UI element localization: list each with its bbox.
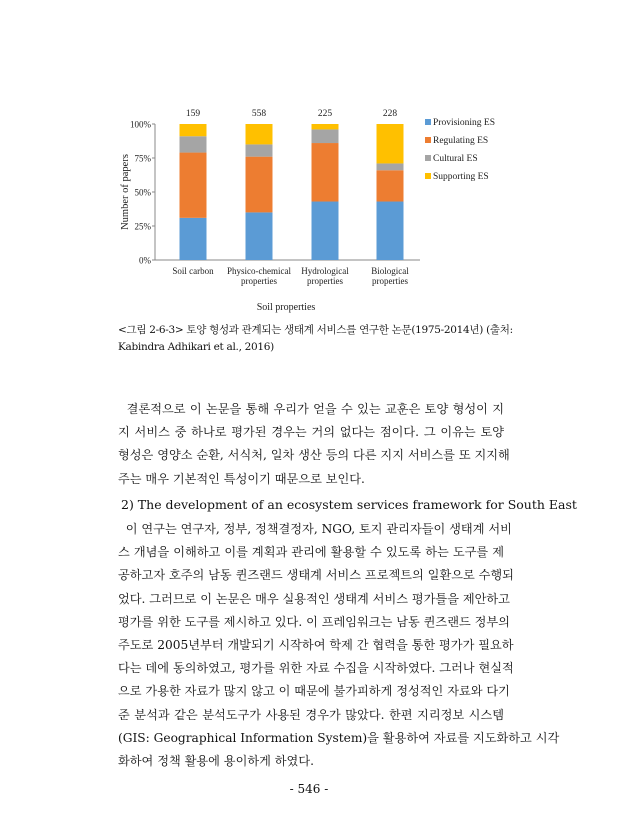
- paragraph-framework: [118, 518, 560, 773]
- legend-label: Provisioning ES: [433, 118, 496, 128]
- figure-caption: [118, 322, 513, 356]
- bar-total-label: 159: [185, 109, 201, 119]
- bar-segment-cultural-es: [246, 144, 273, 156]
- text-line: 주는 매우 기본적인 특성이기 때문으로 보인다.: [118, 471, 365, 486]
- legend-label: Regulating ES: [433, 136, 489, 146]
- legend-label: Supporting ES: [433, 172, 489, 182]
- text-line: (GIS: Geographical Information System)을 활용하여 자료를 지도화하고 시각: [118, 730, 560, 745]
- legend-swatch: [425, 155, 431, 161]
- legend-label: Cultural ES: [433, 154, 478, 164]
- legend-swatch: [425, 119, 431, 125]
- bar-segment-cultural-es: [377, 163, 404, 170]
- x-tick-label: Soil carbon: [172, 266, 214, 276]
- y-tick-label: 50%: [134, 187, 151, 198]
- bar-segment-provisioning-es: [180, 218, 207, 260]
- x-tick-label: properties: [307, 276, 343, 286]
- y-tick-label: 0%: [139, 255, 151, 266]
- text-line: 준 분석과 같은 분석도구가 사용된 경우가 많았다. 한편 지리정보 시스템: [118, 707, 504, 722]
- text-line: 형성은 영양소 순환, 서식처, 일차 생산 등의 다른 지지 서비스를 또 지지해: [118, 448, 510, 463]
- section-heading: 2) The development of an ecosystem services framework for South East: [121, 497, 577, 512]
- bar-segment-cultural-es: [312, 129, 339, 143]
- text-line: 스 개념을 이해하고 이를 계획과 관리에 활용할 수 있도록 하는 도구를 제: [118, 545, 504, 560]
- y-axis-title: Number of papers: [120, 154, 131, 230]
- y-tick-label: 25%: [134, 221, 151, 232]
- bar-segment-regulating-es: [180, 153, 207, 218]
- paragraph-conclusion: [118, 398, 510, 491]
- caption-line: Kabindra Adhikari et al., 2016): [118, 341, 274, 353]
- x-tick-label: Hydrological: [301, 266, 349, 276]
- x-tick-label: Physico-chemical: [227, 266, 291, 276]
- text-line: 다는 데에 동의하였고, 평가를 위한 자료 수집을 시작하였다. 그러나 현실적: [118, 661, 514, 676]
- bar-segment-regulating-es: [377, 170, 404, 201]
- text-line: 화하여 정책 활용에 용이하게 하였다.: [118, 753, 314, 768]
- text-line: 이 연구는 연구자, 정부, 정책결정자, NGO, 토지 관리자들이 생태계 서비: [118, 522, 512, 536]
- stacked-bar-chart: [110, 100, 510, 320]
- legend-swatch: [425, 137, 431, 143]
- bar-segment-supporting-es: [180, 124, 207, 136]
- x-tick-label: properties: [241, 276, 277, 286]
- bar-total-label: 558: [251, 109, 267, 119]
- text-line: 으로 가용한 자료가 많지 않고 이 때문에 불가피하게 정성적인 자료와 다기: [118, 684, 510, 699]
- page-number: - 546 -: [289, 782, 329, 796]
- x-tick-label: properties: [372, 276, 408, 286]
- text-line: 주도로 2005년부터 개발되기 시작하여 학제 간 협력을 통한 평가가 필요하: [118, 637, 514, 652]
- text-line: 었다. 그러므로 이 논문은 매우 실용적인 생태계 서비스 평가틀을 제안하고: [118, 591, 510, 606]
- y-tick-label: 75%: [134, 153, 151, 164]
- text-line: 공하고자 호주의 남동 퀸즈랜드 생태계 서비스 프로젝트의 일환으로 수행되: [118, 568, 514, 583]
- bar-segment-supporting-es: [312, 124, 339, 129]
- x-axis-title: Soil properties: [256, 302, 316, 313]
- bar-total-label: 225: [317, 109, 333, 119]
- bar-segment-provisioning-es: [312, 202, 339, 260]
- bar-segment-regulating-es: [246, 157, 273, 213]
- y-tick-label: 100%: [130, 119, 151, 130]
- text-line: 결론적으로 이 논문을 통해 우리가 얻을 수 있는 교훈은 토양 형성이 지: [118, 402, 504, 416]
- bar-segment-provisioning-es: [246, 212, 273, 260]
- bar-segment-provisioning-es: [377, 202, 404, 260]
- text-line: 지 서비스 중 하나로 평가된 경우는 거의 없다는 점이다. 그 이유는 토양: [118, 425, 504, 440]
- caption-line: <그림 2-6-3> 토양 형성과 관계되는 생태계 서비스를 연구한 논문(1975-2014년) (출처:: [118, 324, 513, 336]
- text-line: 평가를 위한 도구를 제시하고 있다. 이 프레임워크는 남동 퀸즈랜드 정부의: [118, 614, 510, 629]
- bar-segment-regulating-es: [312, 143, 339, 201]
- legend-swatch: [425, 173, 431, 179]
- bar-segment-cultural-es: [180, 136, 207, 152]
- bar-total-label: 228: [382, 109, 398, 119]
- bar-segment-supporting-es: [246, 124, 273, 144]
- bar-segment-supporting-es: [377, 124, 404, 163]
- x-tick-label: Biological: [371, 266, 409, 276]
